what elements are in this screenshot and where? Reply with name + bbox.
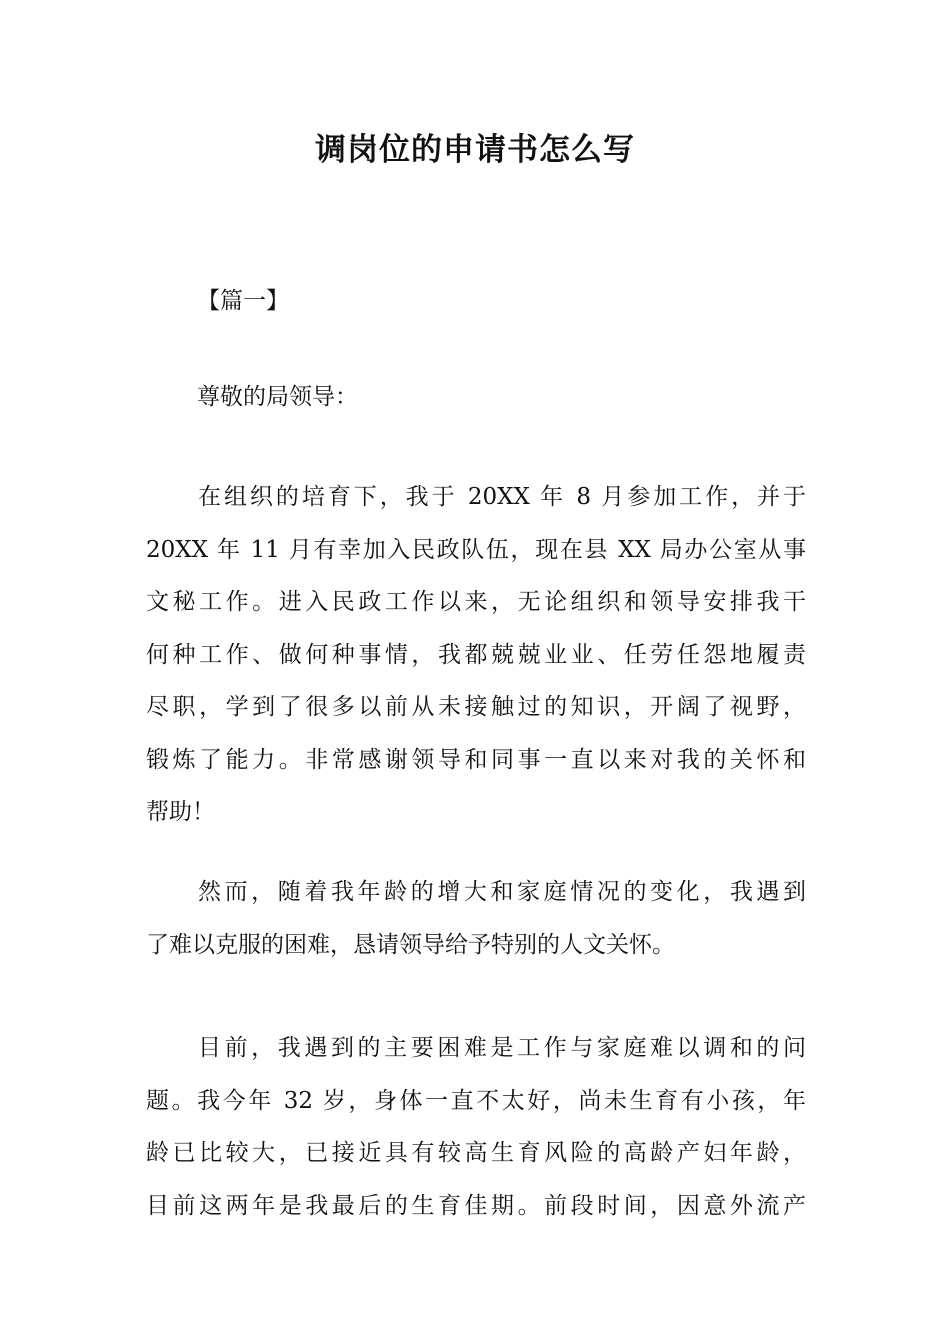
paragraph-line: 文秘工作。进入民政工作以来，无论组织和领导安排我干 [146,589,806,615]
paragraph-line: 尽职，学到了很多以前从未接触过的知识，开阔了视野， [146,694,806,720]
body-paragraph [146,471,806,839]
paragraph-line: 帮助！ [146,799,215,825]
paragraph-line: 目前，我遇到的主要困难是工作与家庭难以调和的问 [198,1035,806,1061]
paragraph-line: 20XX 年 11 月有幸加入民政队伍，现在县 XX 局办公室从事 [146,536,806,563]
paragraph-line: 何种工作、做何种事情，我都兢兢业业、任劳任怨地履责 [146,641,806,668]
body-paragraph [146,1022,806,1232]
paragraph-line: 了难以克服的困难，恳请领导给予特别的人文关怀。 [146,931,675,958]
paragraph-line: 目前这两年是我最后的生育佳期。前段时间，因意外流产 [146,1192,806,1219]
paragraph-line: 龄已比较大，已接近具有较高生育风险的高龄产妇年龄， [146,1140,806,1166]
salutation: 尊敬的局领导： [197,384,358,410]
document-title: 调岗位的申请书怎么写 [315,132,635,168]
paragraph-line: 锻炼了能力。非常感谢领导和同事一直以来对我的关怀和 [146,746,806,773]
body-paragraph [146,866,806,971]
paragraph-line: 在组织的培育下，我于 20XX 年 8 月参加工作，并于 [198,484,806,510]
paragraph-line: 题。我今年 32 岁，身体一直不太好，尚未生育有小孩，年 [146,1087,806,1114]
paragraph-line: 然而，随着我年龄的增大和家庭情况的变化，我遇到 [198,879,806,905]
section-label: 【篇一】 [197,288,289,314]
